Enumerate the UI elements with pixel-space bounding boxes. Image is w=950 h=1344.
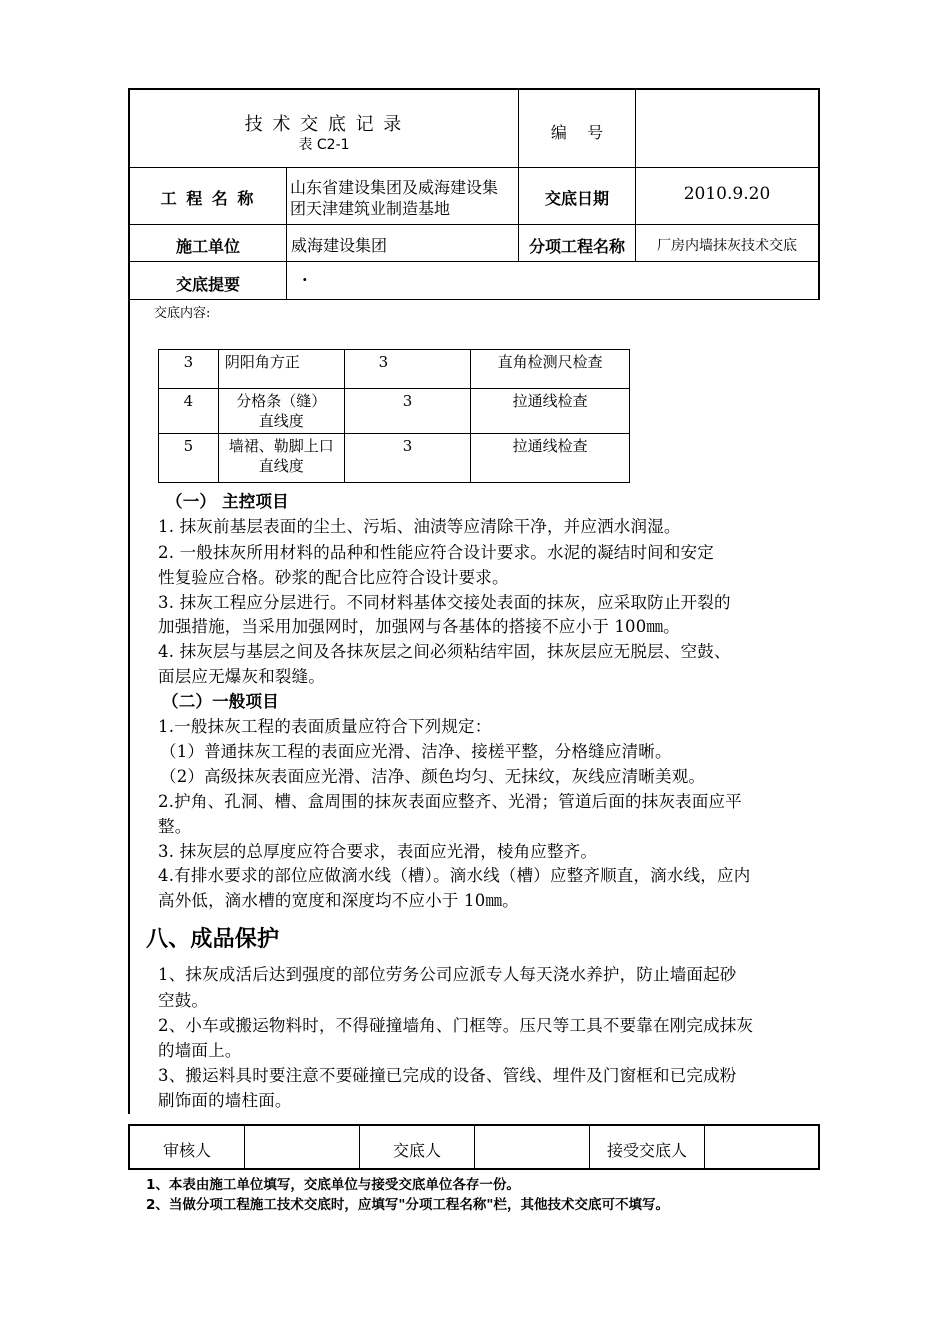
number-label: 编 号 bbox=[550, 123, 604, 142]
main-item-3a: 3. 抹灰工程应分层进行。不同材料基体交接处表面的抹灰，应采取防止开裂的 bbox=[158, 593, 731, 612]
subproject-label: 分项工程名称 bbox=[528, 237, 625, 256]
main-item-1: 1. 抹灰前基层表面的尘土、污垢、油渍等应清除干净，并应洒水润湿。 bbox=[158, 517, 681, 536]
protect-item-1b: 空鼓。 bbox=[158, 991, 209, 1010]
content-label: 交底内容: bbox=[154, 306, 211, 321]
footnote-2: 2、当做分项工程施工技术交底时，应填写"分项工程名称"栏，其他技术交底可不填写。 bbox=[146, 1197, 669, 1213]
row-no: 3 bbox=[159, 350, 219, 389]
row-item-line1: 墙裙、勒脚上口 bbox=[228, 437, 334, 455]
subproject-value: 厂房内墙抹灰技术交底 bbox=[657, 238, 797, 254]
row-item-line1: 分格条（缝） bbox=[236, 392, 327, 410]
summary-label: 交底提要 bbox=[175, 275, 240, 294]
section-8-heading: 八、成品保护 bbox=[146, 927, 280, 952]
unit-value: 威海建设集团 bbox=[291, 236, 388, 255]
general-item-4a: 4.有排水要求的部位应做滴水线（槽）。滴水线（槽）应整齐顺直，滴水线，应内 bbox=[158, 866, 751, 885]
main-item-2b: 性复验应合格。砂浆的配合比应符合设计要求。 bbox=[158, 568, 509, 587]
row-item bbox=[218, 434, 344, 483]
row-method: 拉通线检查 bbox=[471, 434, 630, 483]
tolerance-table bbox=[158, 349, 630, 483]
row-value: 3 bbox=[344, 389, 471, 434]
general-item-2b: 整。 bbox=[158, 817, 192, 836]
row-value: 3 bbox=[344, 350, 471, 389]
footnote-1: 1、本表由施工单位填写，交底单位与接受交底单位各存一份。 bbox=[146, 1177, 520, 1193]
general-item-1a: （1）普通抹灰工程的表面应光滑、洁净、接槎平整，分格缝应清晰。 bbox=[160, 742, 672, 761]
general-item-2a: 2.护角、孔洞、槽、盒周围的抹灰表面应整齐、光滑；管道后面的抹灰表面应平 bbox=[158, 792, 742, 811]
main-control-heading: （一） 主控项目 bbox=[166, 492, 289, 511]
form-code: 表 C2-1 bbox=[298, 137, 350, 153]
general-heading: （二）一般项目 bbox=[162, 692, 279, 711]
table-row bbox=[159, 389, 630, 434]
general-item-4b: 高外低，滴水槽的宽度和深度均不应小于 10㎜。 bbox=[158, 891, 519, 910]
general-item-1b: （2）高级抹灰表面应光滑、洁净、颜色均匀、无抹纹，灰线应清晰美观。 bbox=[160, 767, 706, 786]
discloser-label: 交底人 bbox=[392, 1141, 441, 1160]
protect-item-3a: 3、搬运料具时要注意不要碰撞已完成的设备、管线、埋件及门窗框和已完成粉 bbox=[158, 1066, 737, 1085]
main-item-3b: 加强措施，当采用加强网时，加强网与各基体的搭接不应小于 100㎜。 bbox=[158, 617, 680, 636]
main-item-2a: 2. 一般抹灰所用材料的品种和性能应符合设计要求。水泥的凝结时间和安定 bbox=[158, 543, 714, 562]
project-value-line1: 山东省建设集团及威海建设集 bbox=[290, 178, 499, 197]
row-item bbox=[218, 389, 344, 434]
protect-item-3b: 刷饰面的墙柱面。 bbox=[158, 1091, 292, 1110]
row-no: 4 bbox=[159, 389, 219, 434]
form-title: 技 术 交 底 记 录 bbox=[244, 114, 404, 135]
row-item-line1: 阴阳角方正 bbox=[224, 353, 300, 371]
table-row bbox=[159, 350, 630, 389]
date-value: 2010.9.20 bbox=[683, 184, 771, 204]
main-item-4a: 4. 抹灰层与基层之间及各抹灰层之间必须粘结牢固，抹灰层应无脱层、空鼓、 bbox=[158, 642, 731, 661]
row-item-line2: 直线度 bbox=[258, 457, 304, 475]
row-item bbox=[218, 350, 344, 389]
project-label: 工 程 名 称 bbox=[160, 189, 256, 208]
general-item-3: 3. 抹灰层的总厚度应符合要求，表面应光滑，棱角应整齐。 bbox=[158, 842, 598, 861]
row-method: 直角检测尺检查 bbox=[471, 350, 630, 389]
row-item-line2: 直线度 bbox=[258, 412, 304, 430]
unit-label: 施工单位 bbox=[175, 237, 240, 256]
row-value: 3 bbox=[344, 434, 471, 483]
main-item-4b: 面层应无爆灰和裂缝。 bbox=[158, 667, 325, 686]
protect-item-1a: 1、抹灰成活后达到强度的部位劳务公司应派专人每天浇水养护，防止墙面起砂 bbox=[158, 965, 737, 984]
reviewer-label: 审核人 bbox=[162, 1141, 211, 1160]
protect-item-2a: 2、小车或搬运物料时，不得碰撞墙角、门框等。压尺等工具不要靠在刚完成抹灰 bbox=[158, 1016, 754, 1035]
summary-value: · bbox=[302, 270, 308, 289]
row-no: 5 bbox=[159, 434, 219, 483]
receiver-label: 接受交底人 bbox=[606, 1141, 687, 1160]
table-row bbox=[159, 434, 630, 483]
project-value-line2: 团天津建筑业制造基地 bbox=[290, 199, 451, 218]
general-item-1: 1.一般抹灰工程的表面质量应符合下列规定： bbox=[158, 717, 492, 736]
row-method: 拉通线检查 bbox=[471, 389, 630, 434]
date-label: 交底日期 bbox=[544, 189, 609, 208]
protect-item-2b: 的墙面上。 bbox=[158, 1041, 242, 1060]
